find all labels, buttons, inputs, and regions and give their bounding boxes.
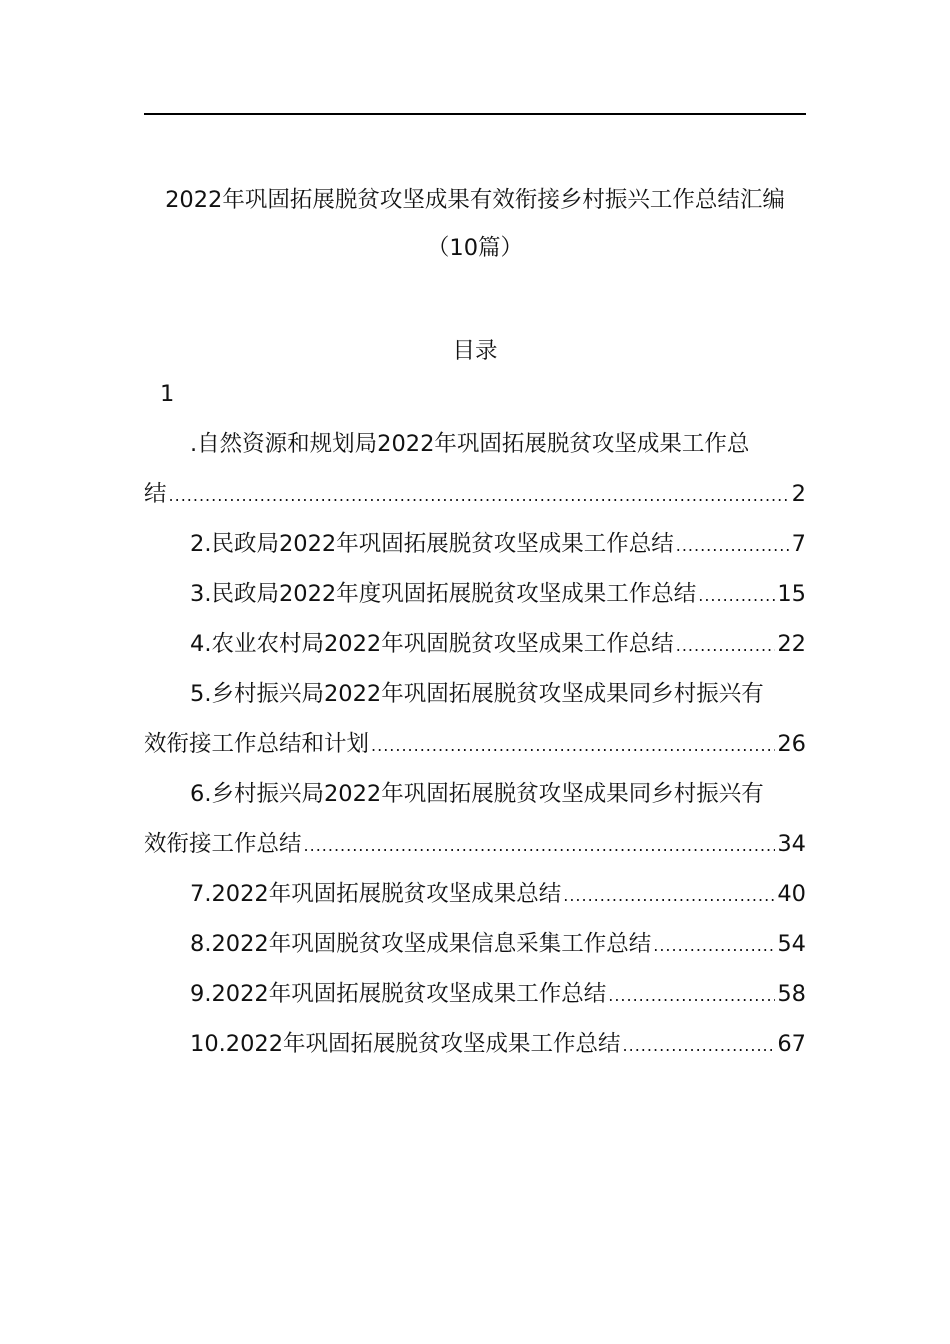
toc-leader-dots: [169, 481, 790, 509]
document-title: 2022年巩固拓展脱贫攻坚成果有效衔接乡村振兴工作总结汇编: [165, 187, 785, 213]
toc-page-number: 15: [777, 581, 806, 607]
toc-page-number: 34: [777, 831, 806, 857]
toc-leader-dots: [676, 631, 776, 659]
toc-page-number: 67: [777, 1031, 806, 1057]
toc-page-number: 54: [777, 931, 806, 957]
toc-heading: 目录: [452, 338, 498, 364]
toc-entry-3[interactable]: [190, 579, 806, 609]
toc-entry-1-line2: 结: [144, 481, 167, 507]
toc-entry-text: 9.2022年巩固拓展脱贫攻坚成果工作总结: [190, 981, 607, 1007]
toc-entry-text: 4.农业农村局2022年巩固脱贫攻坚成果工作总结: [190, 631, 674, 657]
toc-entry-5-line2: 效衔接工作总结和计划: [144, 731, 370, 757]
toc-page-number: 40: [777, 881, 806, 907]
toc-leader-dots: [676, 531, 790, 559]
toc-page-number: 7: [791, 531, 806, 557]
toc-entry-6-line2: 效衔接工作总结: [144, 831, 302, 857]
toc-entry-9[interactable]: [190, 979, 806, 1009]
toc-entry-1-line1[interactable]: .自然资源和规划局2022年巩固拓展脱贫攻坚成果工作总: [190, 431, 750, 457]
toc-entry-text: 7.2022年巩固拓展脱贫攻坚成果总结: [190, 881, 562, 907]
toc-leader-dots: [623, 1031, 776, 1059]
toc-page-number: 22: [777, 631, 806, 657]
toc-entry-4[interactable]: [190, 629, 806, 659]
toc-leader-dots: [563, 881, 775, 909]
toc-entry-1[interactable]: [144, 479, 806, 509]
toc-entry-text: 8.2022年巩固脱贫攻坚成果信息采集工作总结: [190, 931, 652, 957]
toc-entry-6-line1[interactable]: 6.乡村振兴局2022年巩固拓展脱贫攻坚成果同乡村振兴有: [190, 781, 764, 807]
toc-entry-8[interactable]: [190, 929, 806, 959]
toc-page-number: 2: [791, 481, 806, 507]
toc-leader-dots: [608, 981, 775, 1009]
toc-entry-7[interactable]: [190, 879, 806, 909]
toc-entry-text: 3.民政局2022年度巩固拓展脱贫攻坚成果工作总结: [190, 581, 697, 607]
toc-leader-dots: [371, 731, 775, 759]
toc-page-number: 58: [777, 981, 806, 1007]
toc-first-number: 1: [160, 381, 175, 407]
toc-entry-5[interactable]: [144, 729, 806, 759]
toc-entry-10[interactable]: [190, 1029, 806, 1059]
toc-leader-dots: [304, 831, 776, 859]
toc-leader-dots: [653, 931, 775, 959]
toc-page-number: 26: [777, 731, 806, 757]
toc-entry-5-line1[interactable]: 5.乡村振兴局2022年巩固拓展脱贫攻坚成果同乡村振兴有: [190, 681, 764, 707]
toc-entry-2[interactable]: [190, 529, 806, 559]
toc-entry-text: 10.2022年巩固拓展脱贫攻坚成果工作总结: [190, 1031, 621, 1057]
toc-entry-6[interactable]: [144, 829, 806, 859]
document-title-count: （10篇）: [426, 235, 524, 261]
header-rule: [144, 113, 806, 115]
toc-entry-text: 2.民政局2022年巩固拓展脱贫攻坚成果工作总结: [190, 531, 674, 557]
toc-leader-dots: [698, 581, 775, 609]
